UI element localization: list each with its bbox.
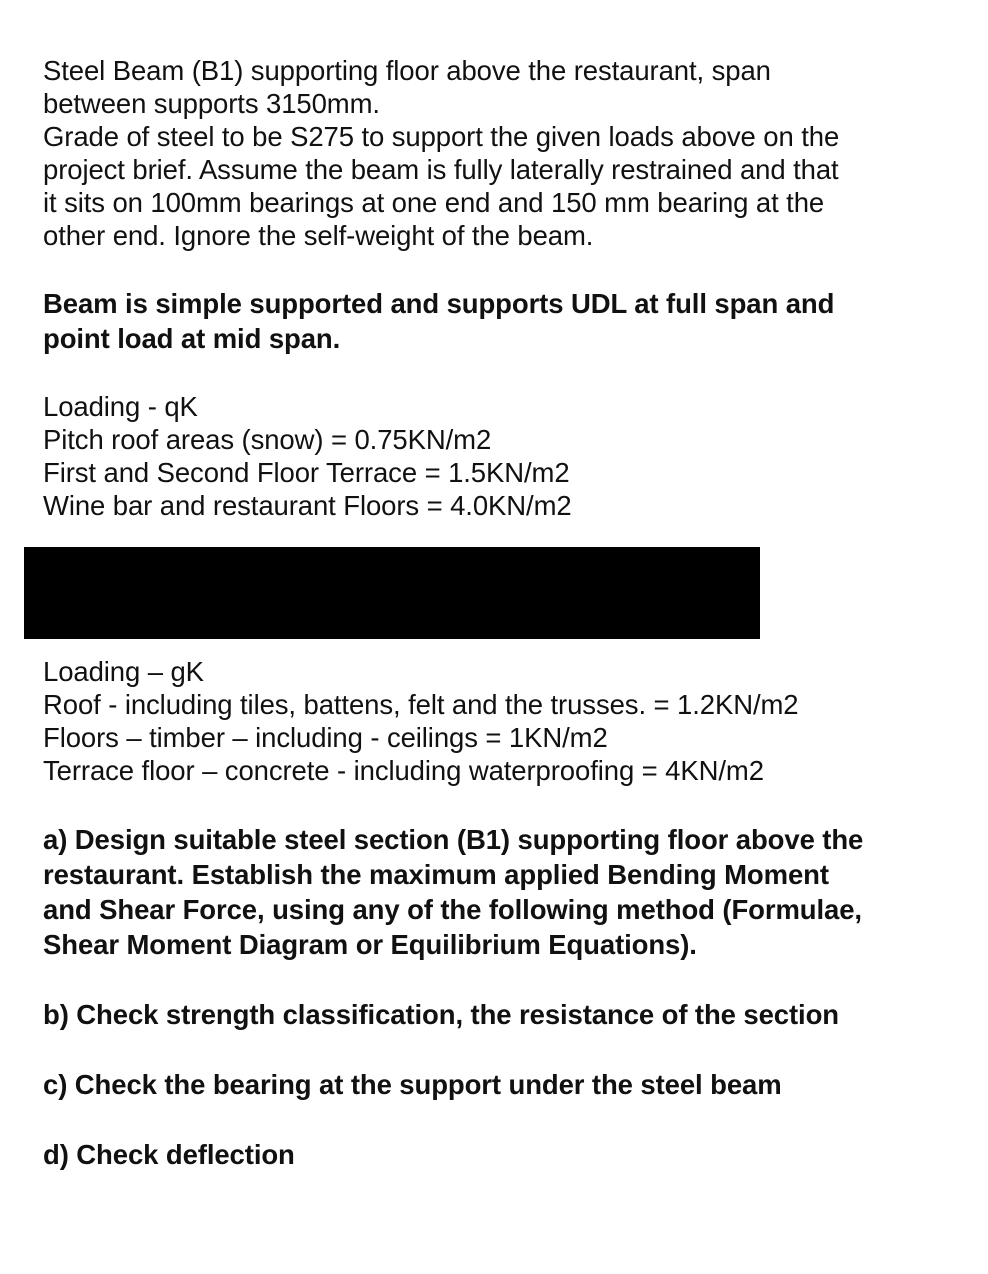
intro-line: between supports 3150mm. [43, 88, 380, 119]
dead-loading-item: Floors – timber – including - ceilings = 1KN/m2 [43, 722, 608, 753]
imposed-loading-item: Wine bar and restaurant Floors = 4.0KN/m2 [43, 490, 572, 521]
task-a-line: Shear Moment Diagram or Equilibrium Equations). [43, 929, 697, 960]
imposed-loading-heading: Loading - qK [43, 391, 198, 422]
imposed-loading-item: First and Second Floor Terrace = 1.5KN/m2 [43, 457, 570, 488]
task-b: b) Check strength classification, the resistance of the section [43, 999, 839, 1030]
task-c: c) Check the bearing at the support under the steel beam [43, 1069, 782, 1100]
dead-loading-item: Terrace floor – concrete - including waterproofing = 4KN/m2 [43, 755, 764, 786]
task-a-line: restaurant. Establish the maximum applied Bending Moment [43, 859, 829, 890]
intro-line: project brief. Assume the beam is fully laterally restrained and that [43, 154, 839, 185]
intro-line: it sits on 100mm bearings at one end and 150 mm bearing at the [43, 187, 825, 218]
task-a-line: and Shear Force, using any of the following method (Formulae, [43, 894, 862, 925]
task-a-line: a) Design suitable steel section (B1) supporting floor above the [43, 824, 864, 855]
redaction-block [24, 547, 760, 639]
imposed-loading-item: Pitch roof areas (snow) = 0.75KN/m2 [43, 424, 492, 455]
dead-loading-item: Roof - including tiles, battens, felt and the trusses. = 1.2KN/m2 [43, 689, 799, 720]
task-d: d) Check deflection [43, 1139, 295, 1170]
support-note-line: point load at mid span. [43, 323, 341, 354]
intro-line: Grade of steel to be S275 to support the given loads above on the [43, 121, 840, 152]
intro-line: Steel Beam (B1) supporting floor above the restaurant, span [43, 55, 771, 86]
support-note-line: Beam is simple supported and supports UDL at full span and [43, 288, 835, 319]
intro-line: other end. Ignore the self-weight of the beam. [43, 220, 594, 251]
dead-loading-heading: Loading – gK [43, 656, 204, 687]
